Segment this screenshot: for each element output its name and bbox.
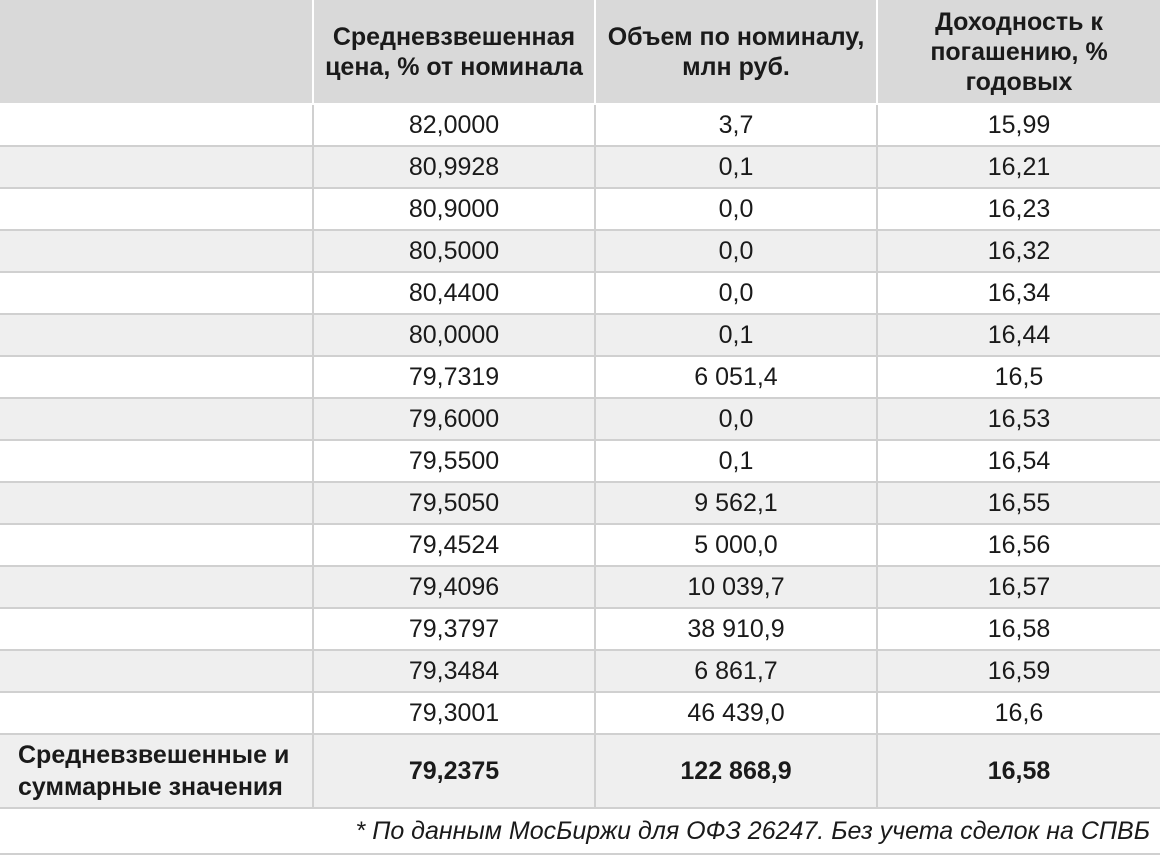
price-cell: 79,7319 [313, 356, 595, 398]
row-label-cell [0, 398, 313, 440]
yield-cell: 16,53 [877, 398, 1160, 440]
header-empty-cell [0, 0, 313, 104]
volume-cell: 3,7 [595, 104, 877, 146]
yield-cell: 16,5 [877, 356, 1160, 398]
price-cell: 80,9000 [313, 188, 595, 230]
volume-cell: 0,0 [595, 230, 877, 272]
yield-cell: 16,57 [877, 566, 1160, 608]
price-cell: 79,6000 [313, 398, 595, 440]
table-row [0, 272, 1160, 314]
price-cell: 79,5500 [313, 440, 595, 482]
source-footnote: * По данным МосБиржи для ОФЗ 26247. Без учета сделок на СПВБ [0, 809, 1160, 855]
volume-cell: 0,1 [595, 146, 877, 188]
price-cell: 80,5000 [313, 230, 595, 272]
table-row [0, 440, 1160, 482]
table-row [0, 692, 1160, 734]
price-cell: 79,3484 [313, 650, 595, 692]
yield-cell: 16,6 [877, 692, 1160, 734]
row-label-cell [0, 440, 313, 482]
table-row [0, 398, 1160, 440]
yield-cell: 16,58 [877, 608, 1160, 650]
row-label-cell [0, 482, 313, 524]
row-label-cell [0, 524, 313, 566]
row-label-cell [0, 314, 313, 356]
yield-cell: 16,59 [877, 650, 1160, 692]
price-cell: 79,4096 [313, 566, 595, 608]
table-header [0, 0, 1160, 104]
volume-cell: 0,0 [595, 188, 877, 230]
yield-cell: 16,34 [877, 272, 1160, 314]
row-label-cell [0, 650, 313, 692]
table-row [0, 482, 1160, 524]
volume-cell: 0,1 [595, 440, 877, 482]
table-row [0, 146, 1160, 188]
row-label-cell [0, 608, 313, 650]
volume-cell: 0,1 [595, 314, 877, 356]
price-cell: 79,4524 [313, 524, 595, 566]
header-yield: Доходность к погашению, % годовых [877, 0, 1160, 104]
summary-row [0, 734, 1160, 808]
price-cell: 79,5050 [313, 482, 595, 524]
volume-cell: 9 562,1 [595, 482, 877, 524]
price-cell: 80,0000 [313, 314, 595, 356]
volume-cell: 10 039,7 [595, 566, 877, 608]
table-row [0, 566, 1160, 608]
yield-cell: 16,23 [877, 188, 1160, 230]
yield-cell: 16,44 [877, 314, 1160, 356]
table-row [0, 524, 1160, 566]
table-row [0, 314, 1160, 356]
price-cell: 80,9928 [313, 146, 595, 188]
table-row [0, 650, 1160, 692]
row-label-cell [0, 692, 313, 734]
row-label-cell [0, 356, 313, 398]
header-price: Средневзвешенная цена, % от номинала [313, 0, 595, 104]
summary-section [0, 734, 1160, 808]
summary-yield: 16,58 [877, 734, 1160, 808]
summary-label: Средневзвешенные и суммарные значения [0, 734, 313, 808]
table-row [0, 188, 1160, 230]
table-body [0, 104, 1160, 734]
row-label-cell [0, 146, 313, 188]
volume-cell: 0,0 [595, 272, 877, 314]
yield-cell: 16,54 [877, 440, 1160, 482]
yield-cell: 16,32 [877, 230, 1160, 272]
summary-price: 79,2375 [313, 734, 595, 808]
price-cell: 79,3001 [313, 692, 595, 734]
table-row [0, 104, 1160, 146]
volume-cell: 38 910,9 [595, 608, 877, 650]
price-cell: 79,3797 [313, 608, 595, 650]
table-row [0, 356, 1160, 398]
header-volume: Объем по номиналу, млн руб. [595, 0, 877, 104]
yield-cell: 15,99 [877, 104, 1160, 146]
row-label-cell [0, 230, 313, 272]
row-label-cell [0, 104, 313, 146]
row-label-cell [0, 566, 313, 608]
yield-cell: 16,55 [877, 482, 1160, 524]
volume-cell: 6 861,7 [595, 650, 877, 692]
row-label-cell [0, 272, 313, 314]
price-cell: 80,4400 [313, 272, 595, 314]
price-cell: 82,0000 [313, 104, 595, 146]
summary-volume: 122 868,9 [595, 734, 877, 808]
table-row [0, 608, 1160, 650]
volume-cell: 46 439,0 [595, 692, 877, 734]
yield-cell: 16,56 [877, 524, 1160, 566]
row-label-cell [0, 188, 313, 230]
table-row [0, 230, 1160, 272]
volume-cell: 0,0 [595, 398, 877, 440]
volume-cell: 5 000,0 [595, 524, 877, 566]
volume-cell: 6 051,4 [595, 356, 877, 398]
yield-cell: 16,21 [877, 146, 1160, 188]
